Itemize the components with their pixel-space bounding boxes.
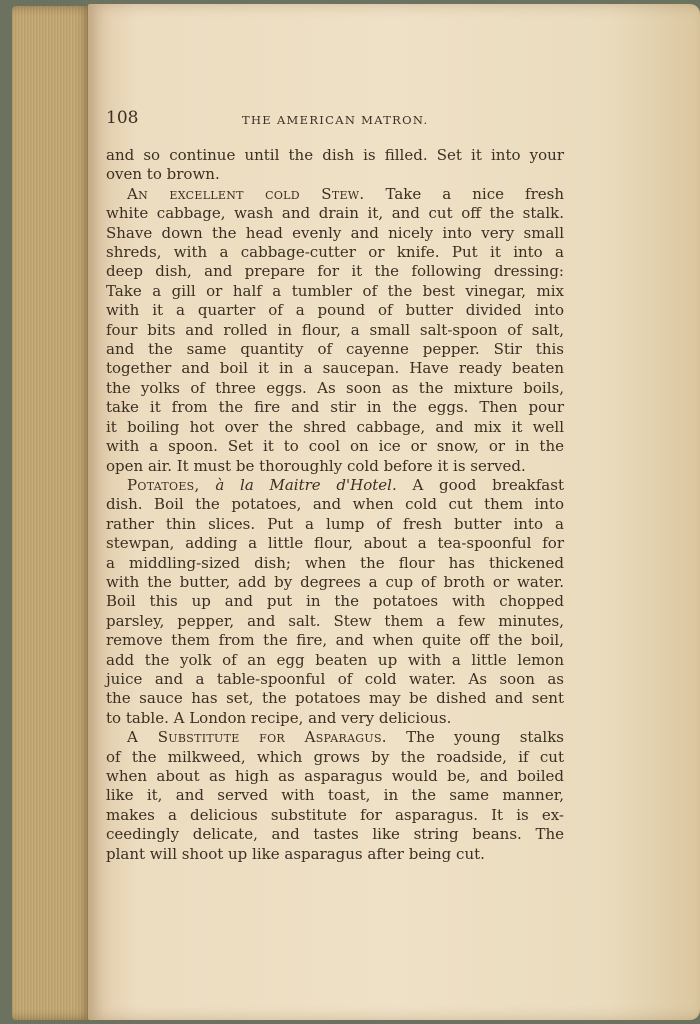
text-line: when about as high as asparagus would be, and boiled — [106, 767, 564, 785]
page-number: 108 — [106, 108, 139, 128]
recipe-heading-line — [106, 185, 564, 204]
text-line: shreds, with a cabbage-cutter or knife. Put it into a — [106, 243, 564, 262]
text-line: of the milkweed, which grows by the roadside, if cut — [106, 747, 564, 766]
text-line: makes a delicious substitute for asparagus. It is ex- — [106, 805, 564, 824]
recipe-title: Potatoes, — [127, 475, 200, 494]
text-line: take it from the fire and stir in the eggs. Then pour — [106, 398, 564, 417]
text-line: together and boil it in a saucepan. Have ready beaten — [106, 359, 564, 378]
text-line: like it, and served with toast, in the same manner, — [106, 786, 564, 805]
page-edges — [12, 6, 92, 1020]
text-line: and the same quantity of cayenne pepper. Stir this — [106, 340, 564, 359]
text-line: and so continue until the dish is filled. Set it into your — [106, 146, 564, 164]
text-line: it boiling hot over the shred cabbage, and mix it well — [106, 417, 564, 436]
text-fragment: A good breakfast — [396, 475, 564, 494]
text-line: a middling-sized dish; when the flour has thickened — [106, 553, 564, 572]
page-text — [106, 146, 564, 864]
text-line: remove them from the fire, and when quite off the boil, — [106, 631, 564, 650]
text-line: rather thin slices. Put a lump of fresh butter into a — [106, 514, 564, 533]
text-line: oven to brown. — [106, 165, 220, 184]
text-line: parsley, pepper, and salt. Stew them a few minutes, — [106, 611, 564, 630]
text-line: juice and a table-spoonful of cold water. As soon as — [106, 669, 564, 688]
text-fragment: Take a nice fresh — [364, 184, 564, 203]
text-fragment: The young stalks — [386, 728, 564, 747]
text-line: with a spoon. Set it to cool on ice or snow, or in the — [106, 437, 564, 456]
recipe-heading-line — [106, 728, 564, 747]
text-line: with it a quarter of a pound of butter divided into — [106, 301, 564, 320]
recipe-title: An excellent cold Stew. — [127, 184, 365, 203]
text-line: with the butter, add by degrees a cup of broth or water. — [106, 572, 564, 591]
text-line: the sauce has set, the potatoes may be dished and sent — [106, 689, 564, 708]
recipe-heading-line — [106, 476, 564, 495]
running-head: THE AMERICAN MATRON. — [242, 113, 429, 127]
text-line: the yolks of three eggs. As soon as the mixture boils, — [106, 378, 564, 397]
text-line: four bits and rolled in flour, a small salt-spoon of salt, — [106, 320, 564, 339]
text-line: open air. It must be thoroughly cold before it is served. — [106, 456, 526, 475]
text-line: add the yolk of an egg beaten up with a little lemon — [106, 650, 564, 669]
text-line: ceedingly delicate, and tastes like string beans. The — [106, 825, 564, 844]
text-line: white cabbage, wash and drain it, and cut off the stalk. — [106, 204, 564, 223]
text-line: dish. Boil the potatoes, and when cold cut them into — [106, 495, 564, 514]
text-line: Shave down the head evenly and nicely into very small — [106, 223, 564, 242]
text-line: Take a gill or half a tumbler of the best vinegar, mix — [106, 281, 564, 300]
recipe-title-italic: à la Maitre d'Hotel. — [215, 475, 397, 494]
text-line: to table. A London recipe, and very delicious. — [106, 708, 452, 727]
recipe-title: A Substitute for Asparagus. — [127, 728, 387, 747]
text-line: Boil this up and put in the potatoes with chopped — [106, 592, 564, 611]
text-line: deep dish, and prepare for it the following dressing: — [106, 262, 564, 281]
text-line: plant will shoot up like asparagus after being cut. — [106, 844, 485, 863]
text-line: stewpan, adding a little flour, about a tea-spoonful for — [106, 534, 564, 553]
